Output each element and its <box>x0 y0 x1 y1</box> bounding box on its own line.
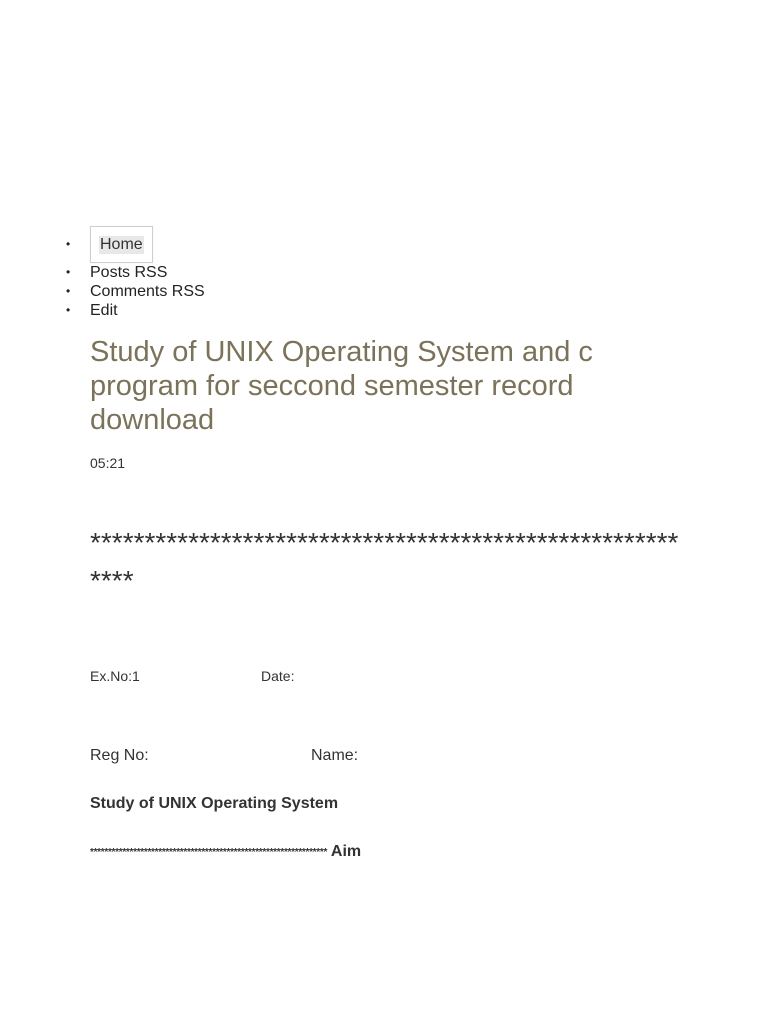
date-label: Date: <box>261 668 295 684</box>
bullet-icon: • <box>66 303 71 317</box>
nav-item-posts-rss <box>0 263 205 282</box>
edit-link[interactable]: Edit <box>90 302 118 319</box>
aim-heading: Aim <box>330 843 362 860</box>
name-label: Name: <box>311 747 359 764</box>
bullet-icon: • <box>66 237 71 251</box>
nav-item-home <box>0 226 205 263</box>
nav-item-edit <box>0 301 205 320</box>
exercise-number: Ex.No:1 <box>90 668 140 684</box>
small-star-separator: ****************************************************************** <box>90 847 328 858</box>
nav-item-comments-rss <box>0 282 205 301</box>
aim-line <box>90 842 361 862</box>
home-link[interactable] <box>90 226 153 263</box>
comments-rss-link[interactable]: Comments RSS <box>90 283 205 300</box>
home-link-label: Home <box>100 236 143 253</box>
posts-rss-link[interactable]: Posts RSS <box>90 264 168 281</box>
post-title[interactable]: Study of UNIX Operating System and c program for seccond semester record download <box>90 336 593 436</box>
nav-menu <box>0 226 205 320</box>
reg-no-label: Reg No: <box>90 747 149 764</box>
star-separator: ********************************************************** <box>90 527 679 596</box>
bullet-icon: • <box>66 265 71 279</box>
subject-heading: Study of UNIX Operating System <box>90 795 339 812</box>
bullet-icon: • <box>66 284 71 298</box>
post-timestamp[interactable]: 05:21 <box>90 455 126 471</box>
